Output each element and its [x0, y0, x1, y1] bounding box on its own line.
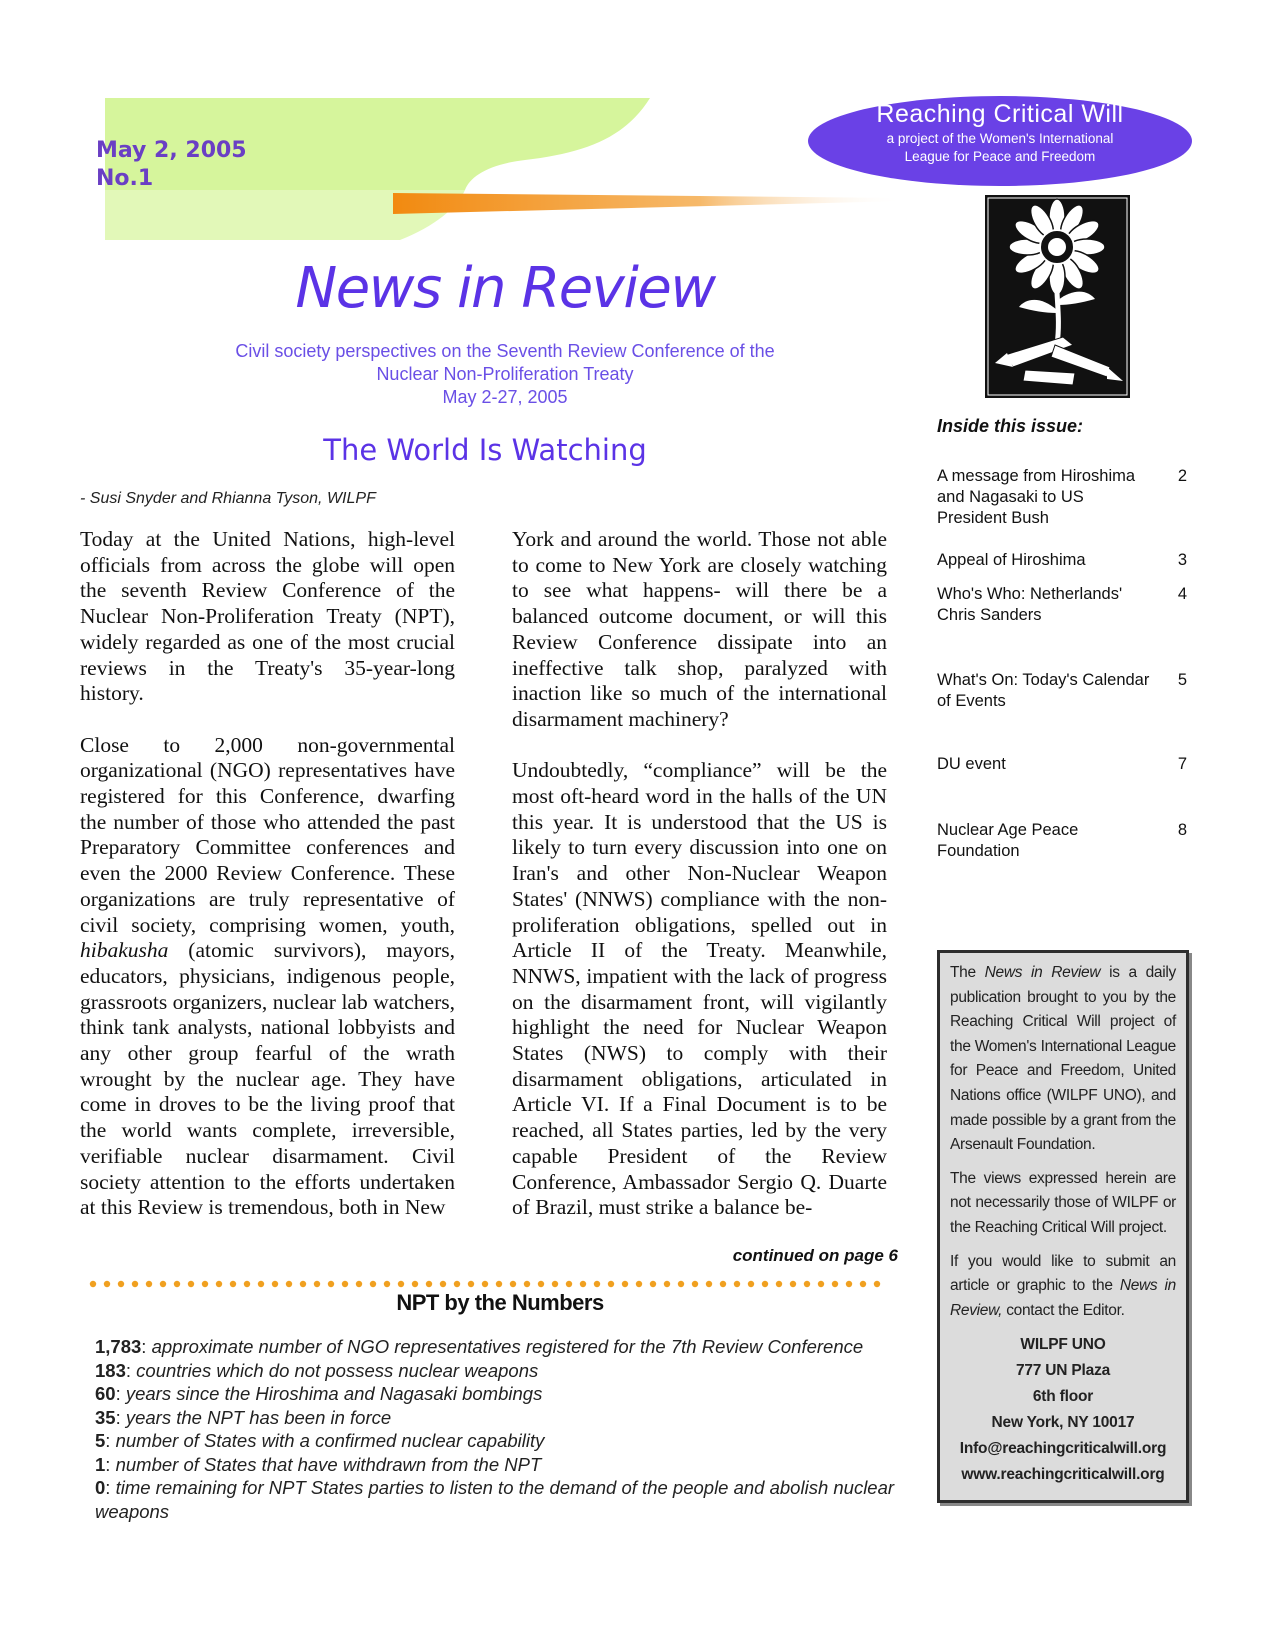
- divider-dot: [650, 1281, 656, 1287]
- divider-dot: [762, 1281, 768, 1287]
- divider-dot: [552, 1281, 558, 1287]
- toc-label: Nuclear Age Peace Foundation: [937, 821, 1079, 860]
- divider-dot: [258, 1281, 264, 1287]
- number-item: 183: countries which do not possess nuclear weapons: [95, 1359, 539, 1381]
- divider-dot: [832, 1281, 838, 1287]
- divider-dot: [860, 1281, 866, 1287]
- subtitle-dates: May 2-27, 2005: [442, 387, 568, 407]
- number-value: 0: [95, 1477, 106, 1498]
- publication-title: News in Review: [295, 256, 715, 321]
- divider-dot: [748, 1281, 754, 1287]
- number-description: number of States that have withdrawn from the NPT: [115, 1453, 542, 1475]
- info-text: is a daily publication brought to you by the Reaching Critical Will project of the Women's International League for Peace and Freedom, United Nations office (WILPF UNO), and made possible by a grant from the Arsenault Foundation.: [950, 964, 1176, 1154]
- divider-dot: [146, 1281, 152, 1287]
- article-paragraph: York and around the world. Those not able to come to New York are closely watching to see what happens- will there be a balanced outcome document, or will this Review Conference dissipate into an ineffective talk shop, paralyzed with inaction like so much of the international disarmament machinery?: [512, 527, 887, 731]
- divider-dot: [538, 1281, 544, 1287]
- divider-dot: [230, 1281, 236, 1287]
- article-byline: - Susi Snyder and Rhianna Tyson, WILPF: [80, 490, 376, 507]
- flower-stem: [1057, 267, 1059, 345]
- number-value: 60: [95, 1383, 116, 1404]
- number-description: countries which do not possess nuclear weapons: [136, 1359, 539, 1381]
- divider-dot: [874, 1281, 880, 1287]
- numbers-section-title: NPT by the Numbers: [396, 1290, 604, 1315]
- contact-address: [950, 1332, 1176, 1488]
- brand-tagline: [808, 130, 1192, 166]
- divider-dot: [272, 1281, 278, 1287]
- divider-dot: [846, 1281, 852, 1287]
- inside-issue-heading: Inside this issue:: [937, 416, 1084, 436]
- divider-dot: [692, 1281, 698, 1287]
- number-description: years the NPT has been in force: [125, 1406, 392, 1428]
- article-column-left: [80, 527, 455, 1221]
- info-emphasis: News in Review: [984, 964, 1101, 981]
- divider-dot: [174, 1281, 180, 1287]
- divider-dot: [468, 1281, 474, 1287]
- publication-info-box: [937, 950, 1189, 1503]
- divider-dot: [524, 1281, 530, 1287]
- number-item: 5: number of States with a confirmed nuclear capability: [95, 1430, 545, 1451]
- toc-page: 3: [1177, 551, 1187, 569]
- toc-label: Who's Who: Netherlands' Chris Sanders: [937, 585, 1123, 624]
- address-line: 777 UN Plaza: [1015, 1362, 1111, 1380]
- toc-item-hiroshima-message[interactable]: [937, 466, 1187, 529]
- divider-dot: [216, 1281, 222, 1287]
- toc-page: 4: [1177, 585, 1187, 603]
- number-value: 35: [95, 1406, 116, 1428]
- toc-label: What's On: Today's Calendar of Events: [937, 671, 1150, 710]
- divider-dot: [594, 1281, 600, 1287]
- issue-number: No.1: [96, 166, 154, 191]
- number-item: 1,783: approximate number of NGO representatives registered for the 7th Review Conference: [95, 1336, 864, 1357]
- article-title: The World Is Watching: [323, 433, 647, 467]
- article-emphasis: hibakusha: [80, 938, 169, 963]
- article-paragraph: Today at the United Nations, high-level officials from across the globe will open the seventh Review Conference of the Nuclear Non-Proliferation Treaty (NPT), widely regarded as one of the most crucial reviews in the Treaty's 35-year-long history.: [80, 527, 455, 706]
- toc-label: DU event: [937, 755, 1006, 773]
- number-value: 1,783: [95, 1336, 142, 1357]
- info-text: The: [950, 964, 976, 981]
- divider-dot: [384, 1281, 390, 1287]
- divider-dot: [790, 1281, 796, 1287]
- divider-dot: [734, 1281, 740, 1287]
- toc-page: 8: [1177, 821, 1187, 839]
- divider-dot: [706, 1281, 712, 1287]
- number-value: 183: [95, 1359, 126, 1381]
- number-description: number of States with a confirmed nuclear capability: [115, 1430, 545, 1451]
- issue-date: May 2, 2005: [96, 138, 247, 163]
- divider-dot: [328, 1281, 334, 1287]
- number-item: 60: years since the Hiroshima and Nagasaki bombings: [95, 1383, 543, 1404]
- brand-tagline-line: League for Peace and Freedom: [904, 149, 1096, 164]
- number-description: time remaining for NPT States parties to listen to the demand of the people and abolish nuclear weapons: [95, 1477, 895, 1522]
- divider-dot: [454, 1281, 460, 1287]
- divider-dot: [90, 1281, 96, 1287]
- article-text: (atomic survivors), mayors, educators, physicians, indigenous people, grassroots organizers, nuclear lab watchers, think tank analysts, national lobbyists and any other group fearful of the wrath wrought by the nuclear age. They have come in droves to be the living proof that the world wants complete, irreversible, verifiable nuclear disarmament. Civil society attention to the efforts undertaken at this Review is tremendous, both in New: [80, 938, 455, 1220]
- divider-dot: [202, 1281, 208, 1287]
- info-emphasis: News in Review,: [950, 1277, 1176, 1319]
- divider-dot: [118, 1281, 124, 1287]
- number-item: 0: time remaining for NPT States parties to listen to the demand of the people and abolish nuclear weapons: [95, 1477, 895, 1522]
- article-paragraph: Undoubtedly, “compliance” will be the most oft-heard word in the halls of the UN this year. It is understood that the US is likely to turn every discussion into one on Iran's and other Non-Nuclear Weapon States' (NNWS) compliance with the non-proliferation obligations, spelled out in Article II of the Treaty. Meanwhile, NNWS, impatient with the lack of progress on the disarmament front, will vigilantly highlight the need for Nuclear Weapon States (NWS) to comply with their disarmament obligations, articulated in Article VI. If a Final Document is to be reached, all States parties, led by the very capable President of the Review Conference, Ambassador Sergio Q. Duarte of Brazil, must strike a balance be-: [512, 758, 887, 1220]
- article-paragraph: [80, 733, 455, 1221]
- divider-dot: [314, 1281, 320, 1287]
- brand-tagline-line: a project of the Women's International: [886, 131, 1114, 146]
- divider-dot: [426, 1281, 432, 1287]
- divider-dot: [132, 1281, 138, 1287]
- divider-dot: [188, 1281, 194, 1287]
- address-line: 6th floor: [1032, 1388, 1094, 1406]
- divider-dot: [818, 1281, 824, 1287]
- toc-page: 7: [1177, 755, 1187, 773]
- toc-label: Appeal of Hiroshima: [937, 551, 1086, 569]
- address-line: New York, NY 10017: [991, 1414, 1135, 1432]
- number-description: years since the Hiroshima and Nagasaki bombings: [125, 1383, 543, 1404]
- article-text: Close to 2,000 non-governmental organizational (NGO) representatives have registered for this Conference, dwarfing the number of those who attended the past Preparatory Committee conferences and even the 2000 Review Conference. These organizations are truly representative of civil society, comprising women, youth,: [80, 732, 455, 937]
- divider-dot: [678, 1281, 684, 1287]
- subtitle-line: Civil society perspectives on the Seventh Review Conference of the: [235, 341, 775, 361]
- brand-badge: [808, 96, 1192, 186]
- divider-dot: [104, 1281, 110, 1287]
- number-item: 35: years the NPT has been in force: [95, 1406, 392, 1428]
- number-description: approximate number of NGO representatives registered for the 7th Review Conference: [151, 1336, 864, 1357]
- number-item: 1: number of States that have withdrawn from the NPT: [95, 1453, 542, 1475]
- number-value: 5: [95, 1430, 106, 1451]
- divider-dot: [160, 1281, 166, 1287]
- divider-dot: [300, 1281, 306, 1287]
- divider-dot: [286, 1281, 292, 1287]
- toc-item-whats-on[interactable]: [937, 670, 1187, 712]
- toc-item-whos-who[interactable]: [937, 584, 1187, 626]
- divider-dot: [580, 1281, 586, 1287]
- divider-dot: [370, 1281, 376, 1287]
- info-text: If you would like to submit an article or graphic to the: [950, 1252, 1176, 1295]
- divider-dot: [244, 1281, 250, 1287]
- contact-email[interactable]: Info@reachingcriticalwill.org: [959, 1440, 1167, 1458]
- divider-dot: [398, 1281, 404, 1287]
- divider-dot: [720, 1281, 726, 1287]
- toc-item-nuclear-age[interactable]: [937, 820, 1187, 862]
- divider-dot: [356, 1281, 362, 1287]
- divider-dot: [510, 1281, 516, 1287]
- toc-page: 5: [1177, 671, 1187, 689]
- info-paragraph: The views expressed herein are not necessarily those of WILPF or the Reaching Critical Will project.: [950, 1169, 1176, 1236]
- continued-link[interactable]: continued on page 6: [732, 1246, 898, 1265]
- masthead-band-graphic: [105, 98, 905, 253]
- divider-dot: [482, 1281, 488, 1287]
- toc-item-du-event[interactable]: [937, 754, 1187, 775]
- info-paragraph: [950, 961, 1176, 1158]
- divider-dot: [342, 1281, 348, 1287]
- divider-dot: [496, 1281, 502, 1287]
- divider-dot: [804, 1281, 810, 1287]
- flower-missile-logo: [985, 195, 1130, 398]
- brand-name: Reaching Critical Will: [876, 100, 1124, 128]
- article-column-right: [512, 527, 887, 1221]
- divider-dot: [412, 1281, 418, 1287]
- info-text: contact the Editor.: [1006, 1301, 1125, 1319]
- dotted-divider: [88, 1279, 888, 1289]
- address-line: WILPF UNO: [1020, 1336, 1106, 1354]
- divider-dot: [636, 1281, 642, 1287]
- divider-dot: [566, 1281, 572, 1287]
- toc-page: 2: [1177, 467, 1187, 485]
- subtitle-line: Nuclear Non-Proliferation Treaty: [376, 364, 634, 384]
- toc-label: A message from Hiroshima and Nagasaki to US President Bush: [937, 467, 1136, 527]
- divider-dot: [440, 1281, 446, 1287]
- info-paragraph: [950, 1250, 1176, 1324]
- divider-dot: [776, 1281, 782, 1287]
- contact-website[interactable]: www.reachingcriticalwill.org: [961, 1466, 1165, 1484]
- orange-stripe: [393, 193, 905, 214]
- divider-dot: [664, 1281, 670, 1287]
- divider-dot: [608, 1281, 614, 1287]
- numbers-list: [95, 1335, 915, 1523]
- number-value: 1: [95, 1453, 106, 1475]
- divider-dot: [622, 1281, 628, 1287]
- toc-item-appeal[interactable]: [937, 550, 1187, 571]
